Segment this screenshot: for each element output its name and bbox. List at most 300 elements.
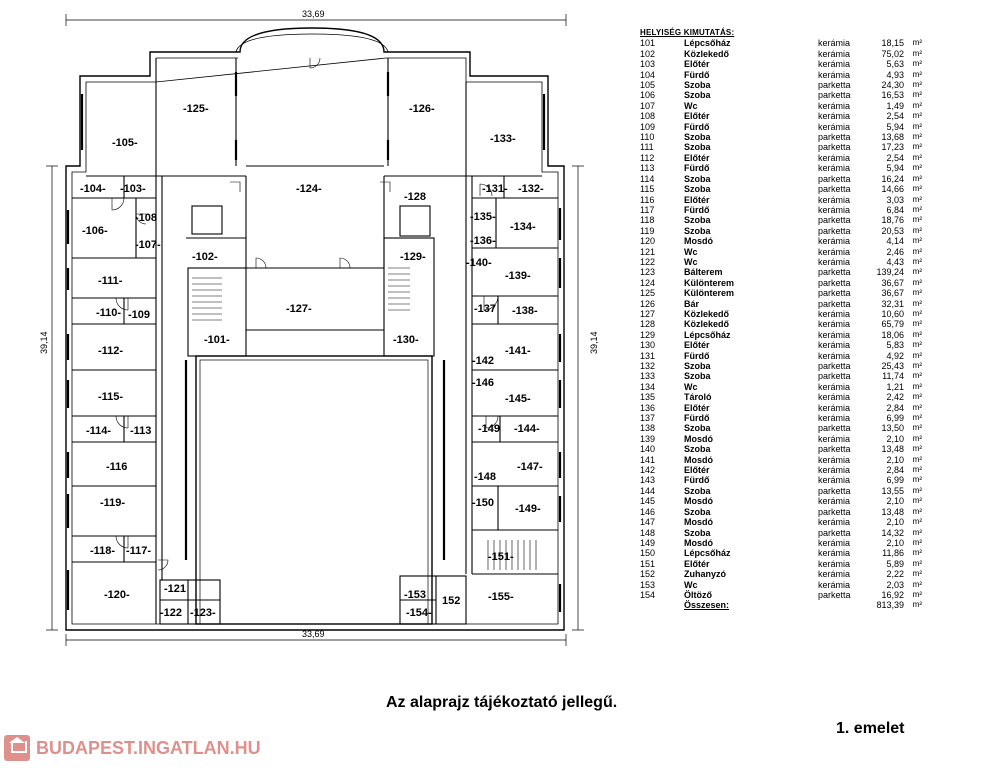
room-schedule-row — [640, 278, 922, 288]
room-name: Lépcsőház — [684, 329, 731, 340]
area-unit: m² — [912, 288, 922, 298]
room-label-137: -137 — [474, 303, 497, 315]
room-schedule-rows — [640, 38, 922, 600]
total-area: 813,39 — [876, 600, 904, 611]
floor-type: kerámia — [818, 69, 851, 80]
room-schedule-row — [640, 475, 922, 485]
room-number: 140 — [640, 444, 656, 455]
room-label-118: -118- — [90, 545, 116, 557]
room-number: 121 — [640, 246, 656, 257]
room-area: 6,99 — [886, 475, 904, 486]
room-area: 14,32 — [881, 527, 904, 538]
room-number: 112 — [640, 152, 655, 163]
area-unit: m² — [912, 194, 922, 204]
outer-walls — [66, 28, 564, 630]
area-unit: m² — [912, 90, 922, 100]
room-name: Mosdó — [684, 433, 713, 444]
area-unit: m² — [912, 589, 922, 599]
room-label-152: 152 — [442, 595, 461, 607]
room-number: 123 — [640, 267, 656, 278]
room-label-146: -146 — [472, 377, 495, 389]
room-name: Fürdő — [684, 475, 710, 486]
room-label-142: -142 — [472, 355, 495, 367]
room-name: Fürdő — [684, 413, 710, 424]
room-schedule-row — [640, 361, 922, 371]
area-unit: m² — [912, 496, 922, 506]
room-number: 122 — [640, 256, 656, 267]
room-schedule-row — [640, 590, 922, 600]
floor-type: parketta — [818, 184, 851, 195]
room-name: Előtér — [684, 558, 710, 569]
room-name: Szoba — [684, 444, 711, 455]
room-label-155: -155- — [488, 591, 514, 603]
floor-type: parketta — [818, 361, 851, 371]
room-area: 10,60 — [881, 308, 904, 319]
room-name: Különterem — [684, 277, 735, 288]
room-area: 18,15 — [881, 38, 904, 49]
room-number: 144 — [640, 485, 656, 496]
room-number: 102 — [640, 48, 656, 59]
area-unit: m² — [912, 579, 922, 589]
room-number: 110 — [640, 132, 655, 143]
area-unit: m² — [912, 38, 922, 48]
room-schedule-row — [640, 122, 922, 132]
room-number: 145 — [640, 496, 656, 507]
room-area: 13,48 — [881, 444, 904, 455]
room-label-132: -132- — [518, 183, 544, 195]
room-label-106: -106- — [82, 225, 108, 237]
room-number: 108 — [640, 111, 656, 122]
room-name: Wc — [684, 579, 698, 590]
floor-type: kerámia — [818, 454, 851, 465]
dim-width-top: 33,69 — [302, 9, 325, 19]
area-unit: m² — [912, 215, 922, 225]
area-unit: m² — [912, 413, 922, 423]
room-label-114: -114- — [86, 425, 112, 437]
room-area: 5,83 — [886, 340, 904, 351]
room-label-109: -109 — [128, 309, 151, 321]
total-label: Összesen: — [684, 600, 730, 611]
room-area: 2,10 — [886, 433, 904, 444]
area-unit: m² — [912, 256, 922, 266]
house-icon — [4, 735, 30, 761]
room-number: 104 — [640, 69, 656, 80]
room-schedule-row — [640, 580, 922, 590]
area-unit: m² — [912, 80, 922, 90]
room-name: Bálterem — [684, 267, 723, 278]
room-schedule-row — [640, 153, 922, 163]
room-number: 124 — [640, 277, 656, 288]
room-name: Wc — [684, 381, 698, 392]
floor-type: kerámia — [818, 392, 851, 403]
room-area: 1,49 — [886, 100, 904, 111]
area-unit: m² — [912, 173, 922, 183]
floor-type: parketta — [818, 423, 851, 434]
room-number: 120 — [640, 236, 656, 247]
room-name: Előtér — [684, 340, 710, 351]
floor-type: kerámia — [818, 496, 851, 507]
room-name: Mosdó — [684, 236, 713, 247]
floor-type: parketta — [818, 371, 851, 382]
room-name: Szoba — [684, 225, 711, 236]
room-label-126: -126- — [409, 103, 435, 115]
room-schedule-row — [640, 444, 922, 454]
floor-type: kerámia — [818, 569, 851, 580]
floor-type: kerámia — [818, 413, 851, 424]
room-label-113: -113 — [130, 425, 152, 437]
room-area: 13,55 — [881, 485, 904, 496]
area-unit: m² — [912, 361, 922, 370]
room-area: 14,66 — [881, 184, 904, 195]
room-area: 2,03 — [886, 579, 904, 590]
room-label-151: -151- — [488, 551, 514, 563]
room-name: Szoba — [684, 80, 711, 91]
floor-type: parketta — [818, 506, 851, 517]
room-area: 6,99 — [886, 413, 904, 424]
room-name: Szoba — [684, 527, 711, 538]
floor-type: parketta — [818, 173, 851, 184]
room-number: 107 — [640, 100, 656, 111]
room-schedule-row — [640, 205, 922, 215]
room-number: 136 — [640, 402, 656, 413]
area-unit: m² — [912, 527, 922, 537]
area-unit: m² — [912, 506, 922, 516]
room-area: 2,10 — [886, 517, 904, 528]
room-name: Előtér — [684, 194, 710, 205]
floor-type: parketta — [818, 142, 851, 153]
room-label-115: -115- — [98, 391, 124, 403]
room-name: Különterem — [684, 288, 735, 299]
room-number: 119 — [640, 225, 655, 236]
room-schedule-row — [640, 288, 922, 298]
room-label-127: -127- — [286, 303, 312, 315]
room-schedule-row — [640, 80, 922, 90]
room-area: 36,67 — [881, 288, 904, 299]
room-area: 16,24 — [881, 173, 904, 184]
room-schedule-row — [640, 184, 922, 194]
room-area: 16,92 — [881, 589, 904, 600]
floor-type: kerámia — [818, 152, 851, 163]
room-schedule-row — [640, 132, 922, 142]
room-area: 13,68 — [881, 132, 904, 143]
floor-type: kerámia — [818, 433, 851, 444]
floor-type: kerámia — [818, 340, 851, 351]
room-name: Zuhanyzó — [684, 569, 726, 580]
room-label-108: -108 — [135, 212, 158, 224]
room-name: Fürdő — [684, 204, 710, 215]
room-name: Előtér — [684, 111, 710, 122]
room-schedule-row — [640, 195, 922, 205]
room-number: 143 — [640, 475, 656, 486]
inner-walls — [72, 58, 558, 624]
room-name: Mosdó — [684, 537, 713, 548]
room-label-124: -124- — [296, 183, 322, 195]
room-area: 25,43 — [881, 361, 904, 371]
room-schedule-row — [640, 371, 922, 381]
room-label-107: -107- — [135, 239, 161, 251]
room-area: 2,84 — [886, 465, 904, 476]
floor-type: parketta — [818, 298, 851, 309]
room-label-131: -131- — [482, 183, 508, 195]
dim-width-bottom: 33,69 — [302, 629, 325, 639]
room-schedule-row — [640, 465, 922, 475]
floor-type: parketta — [818, 132, 851, 143]
room-name: Szoba — [684, 132, 711, 143]
room-name: Lépcsőház — [684, 548, 731, 559]
room-name: Szoba — [684, 506, 711, 517]
floor-type: kerámia — [818, 59, 851, 70]
area-unit: m² — [912, 329, 922, 339]
area-unit: m² — [912, 340, 922, 350]
room-area: 2,42 — [886, 392, 904, 403]
room-label-129: -129- — [400, 251, 426, 263]
floor-type: kerámia — [818, 329, 851, 340]
area-unit: m² — [912, 246, 922, 256]
room-area: 2,54 — [886, 152, 904, 163]
room-area: 18,76 — [881, 215, 904, 226]
room-name: Szoba — [684, 371, 711, 382]
floor-type: parketta — [818, 225, 851, 236]
floor-type: kerámia — [818, 236, 851, 247]
area-unit: m² — [912, 371, 922, 381]
room-label-138: -138- — [512, 305, 538, 317]
room-number: 117 — [640, 204, 655, 215]
room-area: 2,84 — [886, 402, 904, 413]
floor-type: kerámia — [818, 204, 851, 215]
area-unit: m² — [912, 475, 922, 485]
room-schedule-row — [640, 319, 922, 329]
room-schedule-row — [640, 142, 922, 152]
room-label-122: -122 — [160, 607, 183, 619]
room-label-120: -120- — [104, 589, 130, 601]
room-schedule-row — [640, 538, 922, 548]
room-name: Fürdő — [684, 350, 710, 361]
area-unit: m² — [912, 537, 922, 547]
room-area: 11,74 — [882, 371, 904, 382]
room-number: 126 — [640, 298, 656, 309]
room-label-101: -101- — [204, 334, 230, 346]
room-area: 2,10 — [886, 537, 904, 548]
floor-type: parketta — [818, 288, 851, 299]
room-number: 129 — [640, 329, 656, 340]
area-unit: m² — [912, 277, 922, 287]
room-number: 134 — [640, 381, 656, 392]
floor-type: parketta — [818, 277, 851, 288]
room-label-150: -150 — [472, 497, 495, 509]
room-area: 6,84 — [886, 204, 904, 215]
room-name: Szoba — [684, 184, 711, 195]
room-area: 75,02 — [881, 48, 904, 59]
room-label-144: -144- — [514, 423, 540, 435]
area-unit: m² — [912, 69, 922, 79]
room-label-153: -153 — [404, 589, 427, 601]
room-label-140: -140- — [466, 257, 492, 269]
room-number: 109 — [640, 121, 656, 132]
room-label-133: -133- — [490, 133, 516, 145]
room-area: 5,94 — [886, 163, 904, 174]
room-schedule-row — [640, 403, 922, 413]
floor-type: kerámia — [818, 517, 851, 528]
floor-type: kerámia — [818, 308, 851, 319]
room-schedule-row — [640, 226, 922, 236]
room-area: 4,14 — [886, 236, 904, 247]
floor-type: parketta — [818, 267, 851, 278]
floor-type: kerámia — [818, 381, 851, 392]
room-name: Wc — [684, 246, 698, 257]
area-unit: m² — [912, 392, 922, 402]
area-unit: m² — [912, 319, 922, 329]
room-number: 135 — [640, 392, 656, 403]
room-schedule-row — [640, 434, 922, 444]
room-name: Közlekedő — [684, 319, 730, 330]
room-schedule-row — [640, 174, 922, 184]
room-number: 147 — [640, 517, 656, 528]
area-unit: m² — [912, 569, 922, 579]
floor-type: parketta — [818, 80, 851, 91]
room-schedule-row — [640, 507, 922, 517]
floor-type: kerámia — [818, 111, 851, 122]
area-unit: m² — [912, 142, 922, 152]
room-schedule-row — [640, 111, 922, 121]
room-name: Előtér — [684, 59, 710, 70]
room-label-149: -149- — [515, 503, 541, 515]
room-schedule-total — [640, 600, 922, 610]
room-label-111: -111- — [98, 275, 123, 287]
room-schedule-row — [640, 382, 922, 392]
room-label-134: -134- — [510, 221, 536, 233]
area-unit: m² — [912, 402, 922, 412]
dim-height-right: 39,14 — [589, 331, 599, 354]
room-number: 118 — [640, 215, 655, 226]
floor-type: kerámia — [818, 465, 851, 476]
room-label-130: -130- — [393, 334, 419, 346]
area-unit: m² — [912, 48, 922, 58]
room-area: 5,94 — [886, 121, 904, 132]
area-unit: m² — [912, 132, 922, 142]
floor-type: kerámia — [818, 350, 851, 361]
room-name: Szoba — [684, 485, 711, 496]
room-schedule-row — [640, 423, 922, 433]
floor-type: kerámia — [818, 475, 851, 486]
room-number: 142 — [640, 465, 656, 476]
floor-type: kerámia — [818, 246, 851, 257]
room-schedule-row — [640, 569, 922, 579]
room-area: 2,46 — [886, 246, 904, 257]
room-number: 151 — [640, 558, 656, 569]
room-area: 2,10 — [886, 454, 904, 465]
room-area: 32,31 — [881, 298, 904, 309]
room-name: Öltöző — [684, 589, 712, 600]
room-area: 5,89 — [886, 558, 904, 569]
room-area: 4,93 — [886, 69, 904, 80]
floor-type: parketta — [818, 527, 851, 538]
room-schedule-row — [640, 330, 922, 340]
room-name: Wc — [684, 100, 698, 111]
room-area: 18,06 — [881, 329, 904, 340]
room-number: 103 — [640, 59, 656, 70]
room-area: 24,30 — [881, 80, 904, 91]
room-schedule-row — [640, 236, 922, 246]
area-unit: m² — [912, 267, 922, 277]
room-label-139: -139- — [505, 270, 531, 282]
room-label-104: -104- — [80, 183, 106, 195]
floor-type: kerámia — [818, 256, 851, 267]
area-unit: m² — [912, 236, 922, 246]
room-schedule-row — [640, 59, 922, 69]
floor-type: parketta — [818, 485, 851, 496]
room-schedule-row — [640, 90, 922, 100]
room-name: Fürdő — [684, 69, 710, 80]
floor-type: kerámia — [818, 548, 851, 559]
area-unit: m² — [912, 517, 922, 527]
room-number: 130 — [640, 340, 656, 351]
area-unit: m² — [912, 381, 922, 391]
dim-height-left: 39,14 — [39, 331, 49, 354]
watermark-text: BUDAPEST.INGATLAN.HU — [36, 737, 261, 758]
room-label-110: -110- — [96, 307, 122, 319]
area-unit: m² — [912, 204, 922, 214]
room-schedule-row — [640, 548, 922, 558]
watermark-logo — [4, 734, 261, 762]
room-schedule-row — [640, 455, 922, 465]
room-schedule-table — [640, 28, 922, 611]
room-name: Előtér — [684, 152, 710, 163]
room-area: 2,54 — [886, 111, 904, 122]
room-label-105: -105- — [112, 137, 138, 149]
room-number: 125 — [640, 288, 656, 299]
room-name: Szoba — [684, 142, 711, 153]
room-schedule-row — [640, 247, 922, 257]
area-unit: m² — [912, 350, 922, 360]
room-name: Előtér — [684, 465, 710, 476]
room-number: 106 — [640, 90, 656, 101]
floor-label: 1. emelet — [836, 720, 905, 737]
room-label-147: -147- — [517, 461, 543, 473]
room-number: 153 — [640, 579, 656, 590]
room-name: Mosdó — [684, 496, 713, 507]
room-number: 152 — [640, 569, 656, 580]
room-number: 111 — [640, 142, 654, 153]
area-unit: m² — [912, 121, 922, 131]
room-number: 131 — [640, 350, 656, 361]
room-number: 137 — [640, 413, 656, 424]
room-area: 11,86 — [882, 548, 904, 559]
floor-type: kerámia — [818, 100, 851, 111]
room-name: Szoba — [684, 361, 711, 371]
room-area: 16,53 — [881, 90, 904, 101]
room-number: 116 — [640, 194, 655, 205]
room-area: 4,92 — [886, 350, 904, 361]
room-label-119: -119- — [100, 497, 126, 509]
floor-type: kerámia — [818, 194, 851, 205]
room-name: Lépcsőház — [684, 38, 731, 49]
floor-type: kerámia — [818, 402, 851, 413]
floor-type: parketta — [818, 90, 851, 101]
room-name: Mosdó — [684, 454, 713, 465]
room-label-117: -117- — [126, 545, 152, 557]
room-label-123: -123- — [190, 607, 216, 619]
room-area: 1,21 — [886, 381, 904, 392]
room-name: Bár — [684, 298, 700, 309]
room-schedule-row — [640, 496, 922, 506]
room-label-149b: -149 — [478, 423, 501, 435]
floor-type: parketta — [818, 589, 851, 600]
room-label-141: -141- — [505, 345, 531, 357]
area-unit: m² — [912, 454, 922, 464]
room-name: Szoba — [684, 423, 711, 434]
room-name: Szoba — [684, 173, 711, 184]
area-unit: m² — [912, 184, 922, 194]
